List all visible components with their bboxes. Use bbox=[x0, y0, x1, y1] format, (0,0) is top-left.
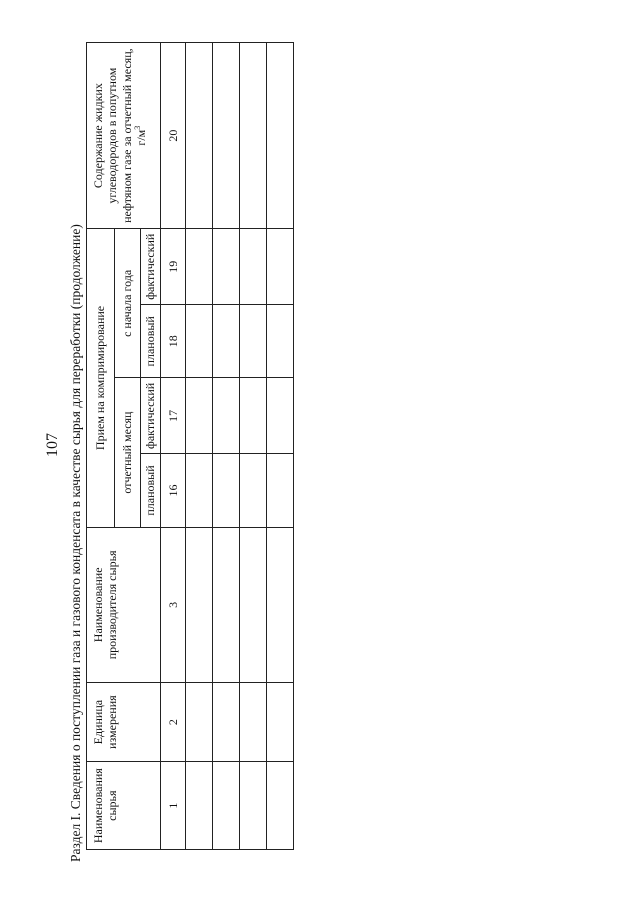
empty-cell[interactable] bbox=[267, 762, 294, 850]
header-actual-year: фактический bbox=[141, 229, 161, 305]
empty-cell[interactable] bbox=[213, 762, 240, 850]
header-planned-year: плановый bbox=[141, 305, 161, 378]
empty-cell[interactable] bbox=[267, 683, 294, 762]
empty-cell[interactable] bbox=[186, 527, 213, 682]
col-num-16: 16 bbox=[161, 454, 186, 527]
empty-cell[interactable] bbox=[267, 229, 294, 305]
empty-cell[interactable] bbox=[213, 527, 240, 682]
empty-cell[interactable] bbox=[213, 378, 240, 454]
empty-cell[interactable] bbox=[186, 378, 213, 454]
col-num-1: 1 bbox=[161, 762, 186, 850]
col-num-20: 20 bbox=[161, 43, 186, 229]
empty-cell[interactable] bbox=[267, 454, 294, 527]
empty-cell[interactable] bbox=[213, 454, 240, 527]
table-row bbox=[186, 43, 213, 850]
col-num-19: 19 bbox=[161, 229, 186, 305]
empty-cell[interactable] bbox=[240, 683, 267, 762]
empty-cell[interactable] bbox=[240, 762, 267, 850]
empty-cell[interactable] bbox=[186, 305, 213, 378]
empty-cell[interactable] bbox=[186, 683, 213, 762]
empty-cell[interactable] bbox=[240, 378, 267, 454]
table-row bbox=[240, 43, 267, 850]
empty-cell[interactable] bbox=[240, 229, 267, 305]
empty-cell[interactable] bbox=[186, 762, 213, 850]
header-planned-month: плановый bbox=[141, 454, 161, 527]
rotated-page bbox=[44, 42, 294, 862]
empty-cell[interactable] bbox=[240, 305, 267, 378]
header-liquid-content-text: Содержание жидких углеводородов в попутном нефтяном газе за отчетный месяц, г/м bbox=[91, 48, 149, 223]
empty-cell[interactable] bbox=[213, 43, 240, 229]
col-num-3: 3 bbox=[161, 527, 186, 682]
empty-cell[interactable] bbox=[213, 229, 240, 305]
col-num-2: 2 bbox=[161, 683, 186, 762]
table-row bbox=[267, 43, 294, 850]
header-liquid-content-sup: 3 bbox=[133, 125, 143, 130]
page-number: 107 bbox=[44, 433, 61, 457]
header-compression: Прием на компримирование bbox=[87, 229, 115, 527]
raw-material-table bbox=[86, 42, 294, 850]
empty-cell[interactable] bbox=[240, 454, 267, 527]
empty-cell[interactable] bbox=[186, 43, 213, 229]
col-num-17: 17 bbox=[161, 378, 186, 454]
header-reporting-month: отчетный месяц bbox=[115, 378, 141, 527]
header-unit: Единица измерения bbox=[87, 683, 161, 762]
empty-cell[interactable] bbox=[267, 43, 294, 229]
empty-cell[interactable] bbox=[240, 527, 267, 682]
empty-cell[interactable] bbox=[267, 527, 294, 682]
empty-cell[interactable] bbox=[186, 454, 213, 527]
header-since-year-start: с начала года bbox=[115, 229, 141, 378]
empty-cell[interactable] bbox=[213, 305, 240, 378]
empty-cell[interactable] bbox=[213, 683, 240, 762]
header-raw-name: Наименования сырья bbox=[87, 762, 161, 850]
col-num-18: 18 bbox=[161, 305, 186, 378]
header-liquid-content bbox=[87, 43, 161, 229]
empty-cell[interactable] bbox=[240, 43, 267, 229]
header-actual-month: фактический bbox=[141, 378, 161, 454]
empty-cell[interactable] bbox=[267, 305, 294, 378]
empty-cell[interactable] bbox=[186, 229, 213, 305]
empty-cell[interactable] bbox=[267, 378, 294, 454]
table-row bbox=[213, 43, 240, 850]
section-title: Раздел I. Сведения о поступлении газа и газового конденсата в качестве сырья для переработки (продолжение) bbox=[68, 224, 83, 862]
header-producer: Наименование производителя сырья bbox=[87, 527, 161, 682]
column-number-row bbox=[161, 43, 186, 850]
